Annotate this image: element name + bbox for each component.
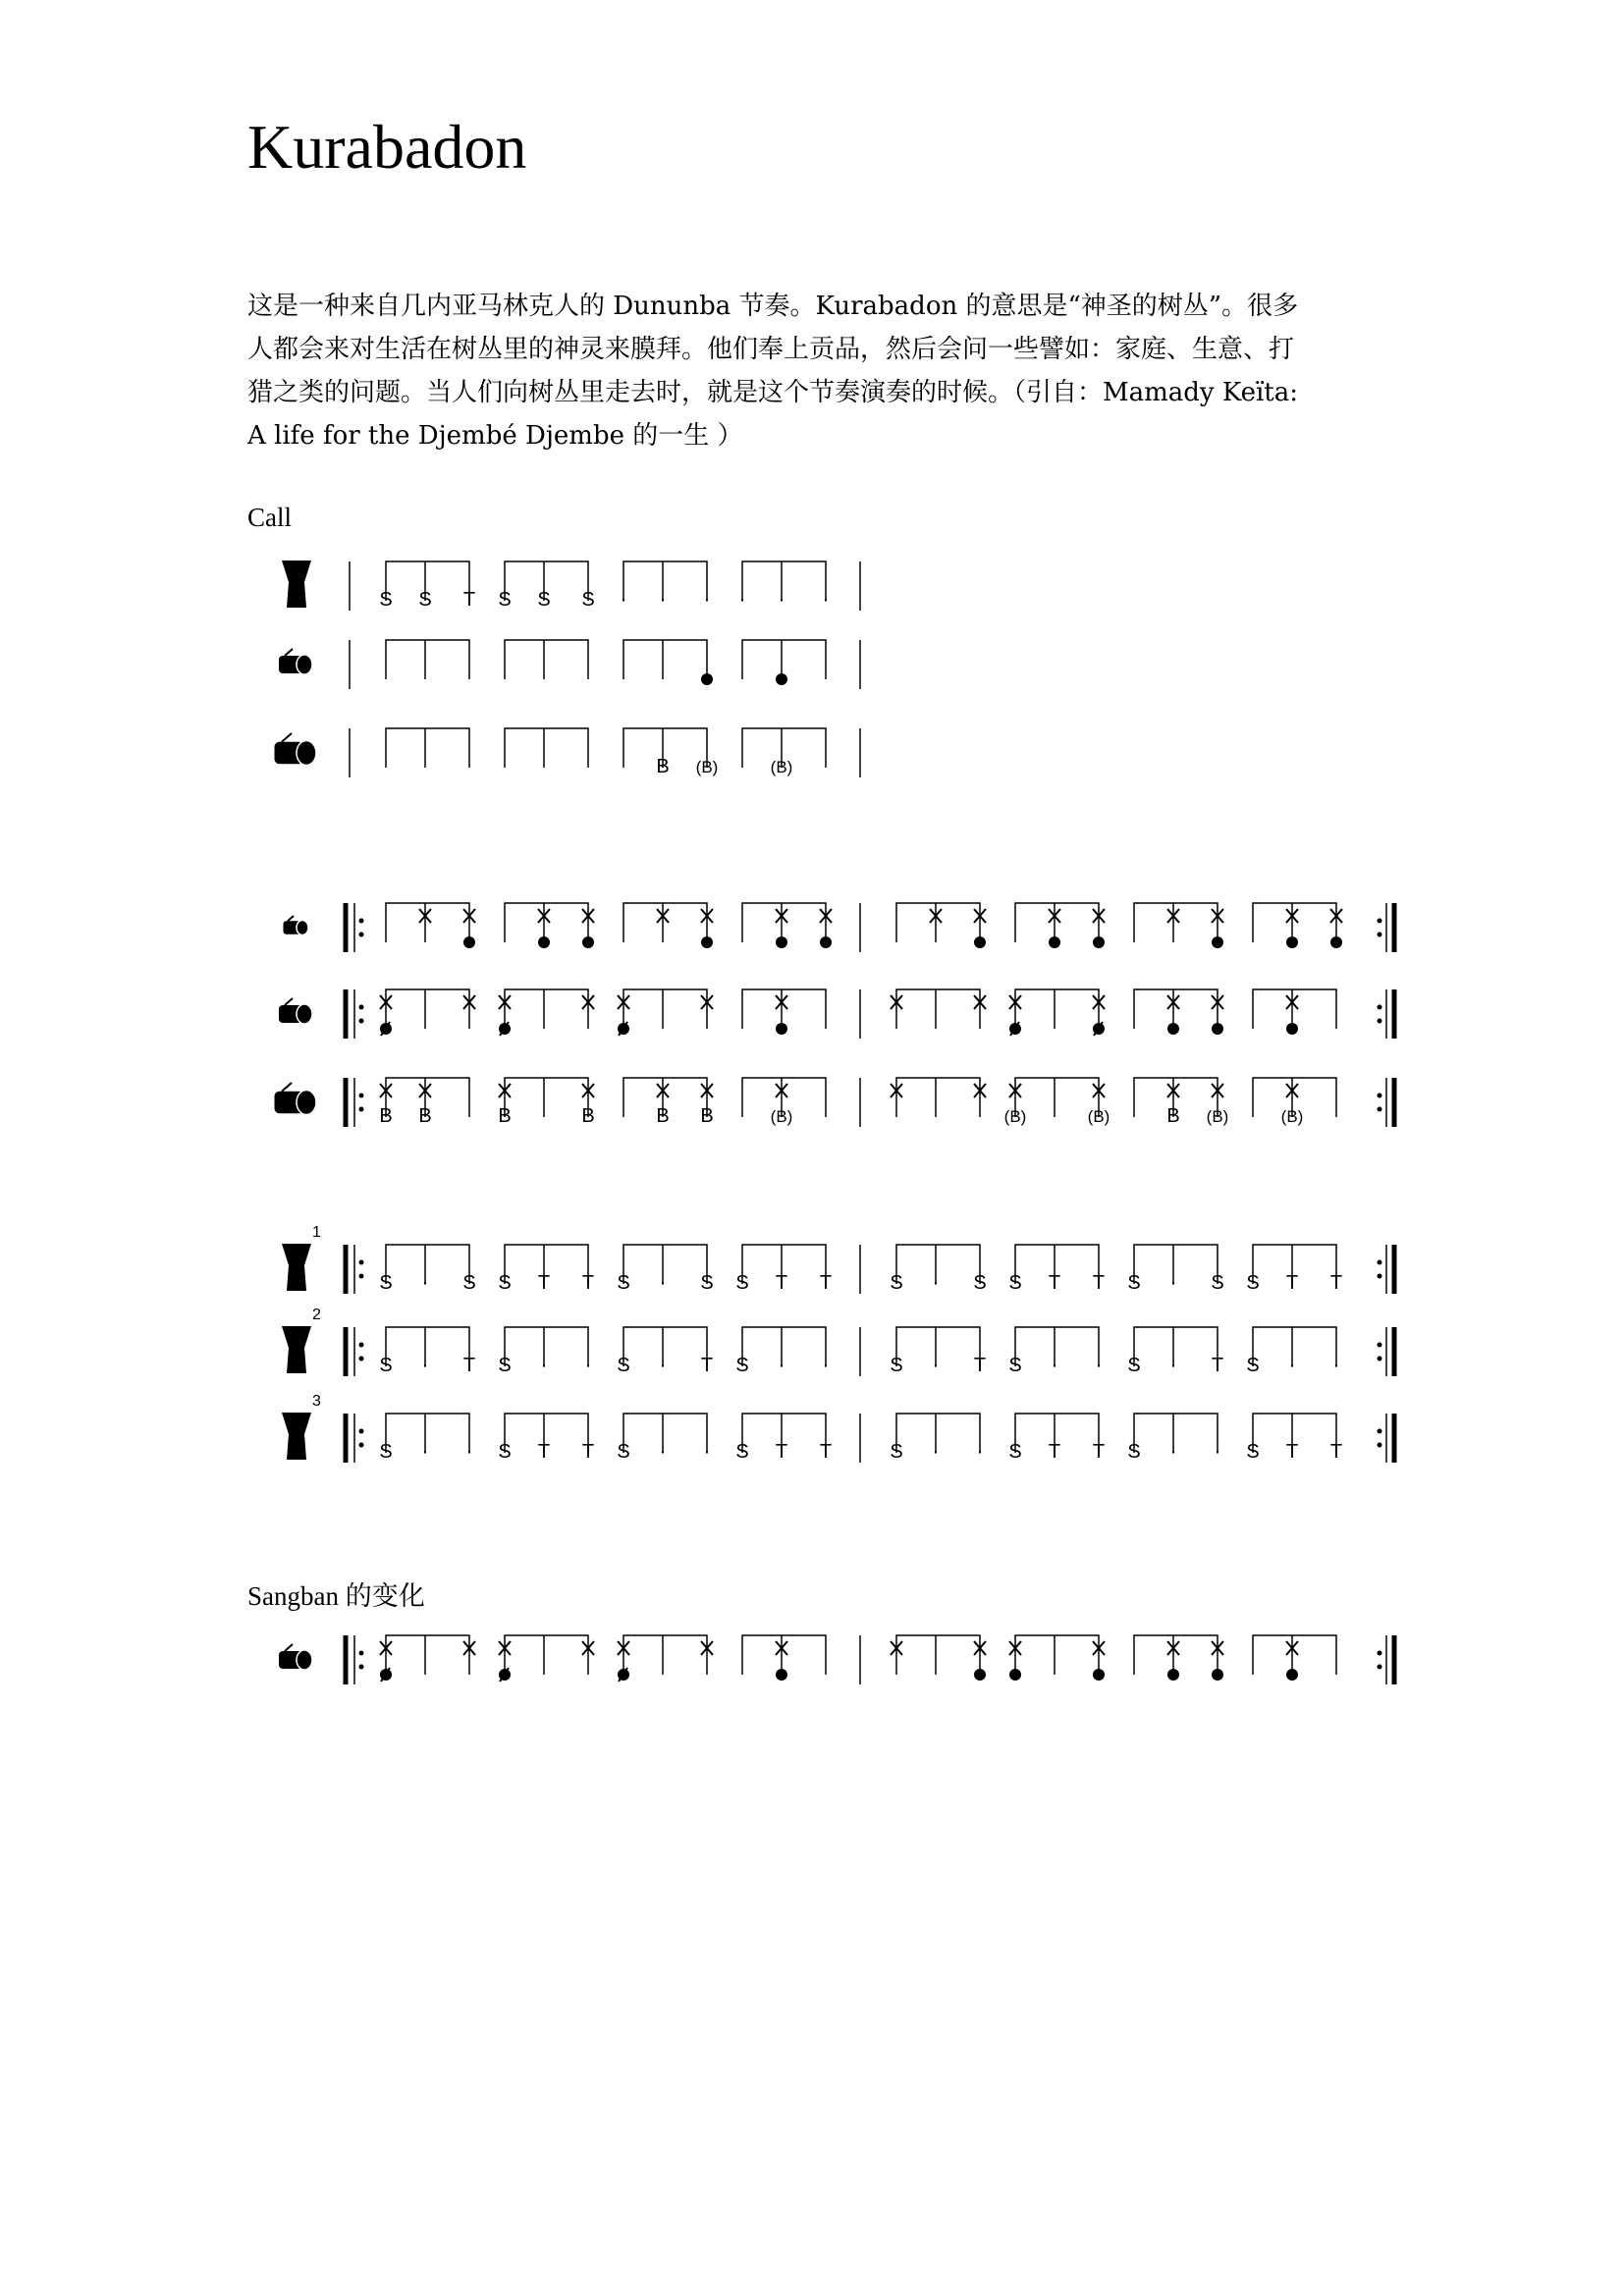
- drum-stroke: [582, 936, 594, 948]
- stroke-label: ·: [421, 1272, 429, 1294]
- stroke-label: S: [581, 589, 595, 611]
- stroke-label: S: [1246, 1441, 1260, 1463]
- stroke-label: ·: [1288, 1355, 1296, 1376]
- drum-stroke: [776, 1023, 787, 1035]
- repeat-dot: [1378, 1005, 1382, 1010]
- drum-stroke: [463, 936, 475, 948]
- stroke-label: T: [1329, 1441, 1343, 1463]
- stroke-label: S: [1211, 1272, 1224, 1294]
- drum-stroke: [776, 936, 787, 948]
- djembe-icon: [282, 561, 311, 608]
- intro-line: A life for the Djembé Djembe 的一生 ）: [247, 421, 743, 451]
- drum-stroke: [1093, 936, 1105, 948]
- intro-line: 这是一种来自几内亚马林克人的 Dununba 节奏。Kurabadon 的意思是“神圣的树丛”。很多: [247, 292, 1299, 321]
- beat-group: [505, 903, 588, 942]
- stroke-label: ·: [620, 589, 627, 611]
- stroke-label: T: [775, 1272, 788, 1294]
- stroke-label: S: [1008, 1355, 1022, 1376]
- beat-group: [1015, 1078, 1099, 1117]
- stroke-label: T: [462, 589, 476, 611]
- stroke-label: ·: [932, 1355, 940, 1376]
- stroke-label: B: [700, 1105, 714, 1127]
- repeat-dot: [1378, 919, 1382, 924]
- sangban-variation-label: Sangban 的变化: [247, 1581, 425, 1611]
- stroke-label: T: [1211, 1355, 1224, 1376]
- repeat-dot: [359, 1005, 364, 1010]
- repeat-dot: [1378, 1107, 1382, 1112]
- stroke-label: (B): [1003, 1107, 1027, 1126]
- drum-stroke: [380, 1669, 392, 1681]
- stroke-label: (B): [770, 758, 793, 776]
- stroke-label: T: [819, 1272, 833, 1294]
- stroke-label: ·: [1169, 1355, 1177, 1376]
- sangban-icon: [279, 998, 312, 1024]
- stroke-label: S: [379, 1272, 393, 1294]
- stroke-label: ·: [1051, 1355, 1058, 1376]
- stroke-label: ·: [421, 1441, 429, 1463]
- stroke-label: B: [656, 1105, 670, 1127]
- beat-group: [1134, 1635, 1218, 1675]
- repeat-dot: [359, 1665, 364, 1670]
- stroke-label: S: [498, 589, 512, 611]
- stroke-label: ·: [659, 589, 667, 611]
- beat-group: [1253, 903, 1336, 942]
- stroke-label: S: [498, 1272, 512, 1294]
- stroke-label: ·: [932, 1272, 940, 1294]
- beat-group: [386, 1635, 469, 1675]
- stroke-label: T: [537, 1272, 551, 1294]
- beat-group: [742, 989, 826, 1029]
- stroke-label: ·: [822, 589, 830, 611]
- beat-group: [505, 989, 588, 1029]
- stroke-label: ·: [778, 589, 785, 611]
- stroke-label: S: [498, 1441, 512, 1463]
- repeat-dot: [1378, 1343, 1382, 1348]
- repeat-dot: [359, 1019, 364, 1024]
- stroke-label: S: [462, 1272, 476, 1294]
- repeat-dot: [1378, 1094, 1382, 1098]
- beat-group: [505, 640, 588, 679]
- stroke-label: S: [1127, 1355, 1141, 1376]
- beat-group: [386, 989, 469, 1029]
- stroke-label: T: [462, 1355, 476, 1376]
- drum-stroke: [499, 1669, 511, 1681]
- drum-stroke: [776, 673, 787, 685]
- djembe-icon: [282, 1326, 311, 1373]
- stroke-label: S: [973, 1272, 987, 1294]
- stroke-label: T: [1048, 1272, 1061, 1294]
- stroke-label: ·: [1214, 1441, 1221, 1463]
- beat-group: [623, 903, 707, 942]
- stroke-label: ·: [1095, 1355, 1103, 1376]
- stroke-label: T: [973, 1355, 987, 1376]
- drum-stroke: [1167, 1669, 1179, 1681]
- stroke-label: S: [1246, 1272, 1260, 1294]
- dundunba-icon: [275, 733, 317, 766]
- repeat-dot: [359, 1094, 364, 1098]
- sangban-icon: [279, 649, 312, 674]
- beat-group: [623, 1635, 707, 1675]
- repeat-dot: [359, 1357, 364, 1362]
- stroke-label: B: [656, 756, 670, 777]
- drum-stroke: [974, 1669, 986, 1681]
- beat-group: [742, 640, 826, 679]
- beat-group: [1015, 989, 1099, 1029]
- stroke-label: ·: [540, 1355, 548, 1376]
- repeat-dot: [1378, 1019, 1382, 1024]
- intro-line: 猎之类的问题。当人们向树丛里走去时，就是这个节奏演奏的时候。（引自：Mamady Keïta:: [247, 378, 1299, 407]
- repeat-dot: [359, 1107, 364, 1112]
- stroke-label: T: [581, 1441, 595, 1463]
- stroke-label: S: [379, 589, 393, 611]
- stroke-label: ·: [778, 1355, 785, 1376]
- stroke-label: S: [890, 1441, 903, 1463]
- stroke-label: T: [1329, 1272, 1343, 1294]
- drum-stroke: [776, 1669, 787, 1681]
- djembe-icon: [282, 1244, 311, 1291]
- beat-group: [1015, 903, 1099, 942]
- stroke-label: ·: [659, 1355, 667, 1376]
- stroke-label: T: [1092, 1441, 1106, 1463]
- stroke-label: S: [1008, 1441, 1022, 1463]
- beat-group: [896, 989, 980, 1029]
- drum-stroke: [1009, 1023, 1021, 1035]
- drum-stroke: [1009, 1669, 1021, 1681]
- stroke-label: S: [617, 1355, 630, 1376]
- stroke-label: S: [537, 589, 551, 611]
- drum-stroke: [1049, 936, 1060, 948]
- stroke-label: ·: [1169, 1441, 1177, 1463]
- stroke-label: ·: [465, 1441, 473, 1463]
- beat-group: [623, 640, 707, 679]
- beat-group: [896, 1078, 980, 1117]
- stroke-label: T: [537, 1441, 551, 1463]
- stroke-label: (B): [695, 758, 719, 776]
- drum-stroke: [1330, 936, 1342, 948]
- intro-line: 人都会来对生活在树丛里的神灵来膜拜。他们奉上贡品，然后会问一些譬如：家庭、生意、打: [247, 335, 1295, 364]
- dundunba-icon: [275, 1083, 317, 1115]
- stroke-label: B: [379, 1105, 393, 1127]
- drum-stroke: [1286, 1669, 1298, 1681]
- stroke-label: S: [735, 1272, 749, 1294]
- stroke-label: (B): [770, 1107, 793, 1126]
- repeat-dot: [1378, 1260, 1382, 1265]
- stroke-label: ·: [738, 589, 746, 611]
- stroke-label: (B): [1206, 1107, 1229, 1126]
- drum-stroke: [701, 936, 713, 948]
- drum-stroke: [618, 1669, 629, 1681]
- stroke-label: (B): [1087, 1107, 1110, 1126]
- beat-group: [623, 989, 707, 1029]
- drum-stroke: [1286, 936, 1298, 948]
- stroke-label: ·: [421, 1355, 429, 1376]
- stroke-label: B: [498, 1105, 512, 1127]
- stroke-label: ·: [584, 1355, 592, 1376]
- repeat-dot: [359, 1260, 364, 1265]
- stroke-label: S: [890, 1355, 903, 1376]
- stroke-label: ·: [932, 1441, 940, 1463]
- drum-stroke: [820, 936, 832, 948]
- part-number: 3: [312, 1393, 321, 1410]
- beat-group: [505, 728, 588, 768]
- repeat-dot: [1378, 1274, 1382, 1279]
- stroke-label: S: [890, 1272, 903, 1294]
- repeat-dot: [1378, 1651, 1382, 1656]
- drum-stroke: [538, 936, 550, 948]
- repeat-dot: [359, 1443, 364, 1448]
- beat-group: [1134, 903, 1218, 942]
- stroke-label: ·: [659, 1441, 667, 1463]
- repeat-dot: [359, 933, 364, 937]
- drum-stroke: [1212, 1023, 1223, 1035]
- repeat-dot: [1378, 1665, 1382, 1670]
- stroke-label: S: [1246, 1355, 1260, 1376]
- stroke-label: T: [1092, 1272, 1106, 1294]
- beat-group: [386, 903, 469, 942]
- stroke-label: S: [735, 1441, 749, 1463]
- stroke-label: S: [617, 1441, 630, 1463]
- page-title: Kurabadon: [247, 112, 527, 182]
- drum-stroke: [1167, 1023, 1179, 1035]
- repeat-dot: [1378, 933, 1382, 937]
- drum-stroke: [1093, 1669, 1105, 1681]
- drum-stroke: [1212, 1669, 1223, 1681]
- djembe-icon: [282, 1413, 311, 1460]
- drum-stroke: [974, 936, 986, 948]
- part-number: 2: [312, 1307, 321, 1323]
- beat-group: [386, 728, 469, 768]
- stroke-label: B: [418, 1105, 432, 1127]
- stroke-label: S: [418, 589, 432, 611]
- beat-group: [742, 903, 826, 942]
- stroke-label: ·: [976, 1441, 984, 1463]
- drum-stroke: [701, 673, 713, 685]
- stroke-label: ·: [703, 1441, 711, 1463]
- drum-stroke: [1093, 1023, 1105, 1035]
- drum-stroke: [1286, 1023, 1298, 1035]
- repeat-dot: [359, 1274, 364, 1279]
- stroke-label: T: [775, 1441, 788, 1463]
- stroke-label: ·: [1169, 1272, 1177, 1294]
- repeat-dot: [359, 1343, 364, 1348]
- stroke-label: T: [700, 1355, 714, 1376]
- beat-group: [1253, 1635, 1336, 1675]
- repeat-dot: [359, 1651, 364, 1656]
- drum-stroke: [1212, 936, 1223, 948]
- beat-group: [1015, 1635, 1099, 1675]
- beat-group: [505, 1635, 588, 1675]
- stroke-label: S: [1127, 1441, 1141, 1463]
- beat-group: [896, 1635, 980, 1675]
- sangban-icon: [279, 1644, 312, 1670]
- stroke-label: S: [1127, 1272, 1141, 1294]
- stroke-label: S: [700, 1272, 714, 1294]
- repeat-dot: [1378, 1429, 1382, 1434]
- stroke-label: B: [1166, 1105, 1180, 1127]
- stroke-label: S: [379, 1441, 393, 1463]
- stroke-label: S: [379, 1355, 393, 1376]
- stroke-label: T: [1285, 1272, 1299, 1294]
- stroke-label: T: [819, 1441, 833, 1463]
- stroke-label: ·: [1332, 1355, 1340, 1376]
- stroke-label: S: [617, 1272, 630, 1294]
- repeat-dot: [1378, 1443, 1382, 1448]
- repeat-dot: [359, 1429, 364, 1434]
- stroke-label: S: [735, 1355, 749, 1376]
- beat-group: [742, 1635, 826, 1675]
- stroke-label: B: [581, 1105, 595, 1127]
- beat-group: [505, 1078, 588, 1117]
- stroke-label: (B): [1280, 1107, 1304, 1126]
- drum-stroke: [499, 1023, 511, 1035]
- stroke-label: ·: [659, 1272, 667, 1294]
- drum-stroke: [380, 1023, 392, 1035]
- call-label: Call: [247, 503, 292, 532]
- stroke-label: ·: [822, 1355, 830, 1376]
- repeat-dot: [359, 919, 364, 924]
- part-number: 1: [312, 1224, 321, 1241]
- beat-group: [896, 903, 980, 942]
- stroke-label: T: [1048, 1441, 1061, 1463]
- stroke-label: T: [581, 1272, 595, 1294]
- stroke-label: S: [498, 1355, 512, 1376]
- drum-stroke: [618, 1023, 629, 1035]
- beat-group: [1253, 989, 1336, 1029]
- beat-group: [1134, 989, 1218, 1029]
- stroke-label: ·: [703, 589, 711, 611]
- beat-group: [386, 640, 469, 679]
- stroke-label: S: [1008, 1272, 1022, 1294]
- kenkeni-icon: [284, 916, 309, 935]
- stroke-label: T: [1285, 1441, 1299, 1463]
- repeat-dot: [1378, 1357, 1382, 1362]
